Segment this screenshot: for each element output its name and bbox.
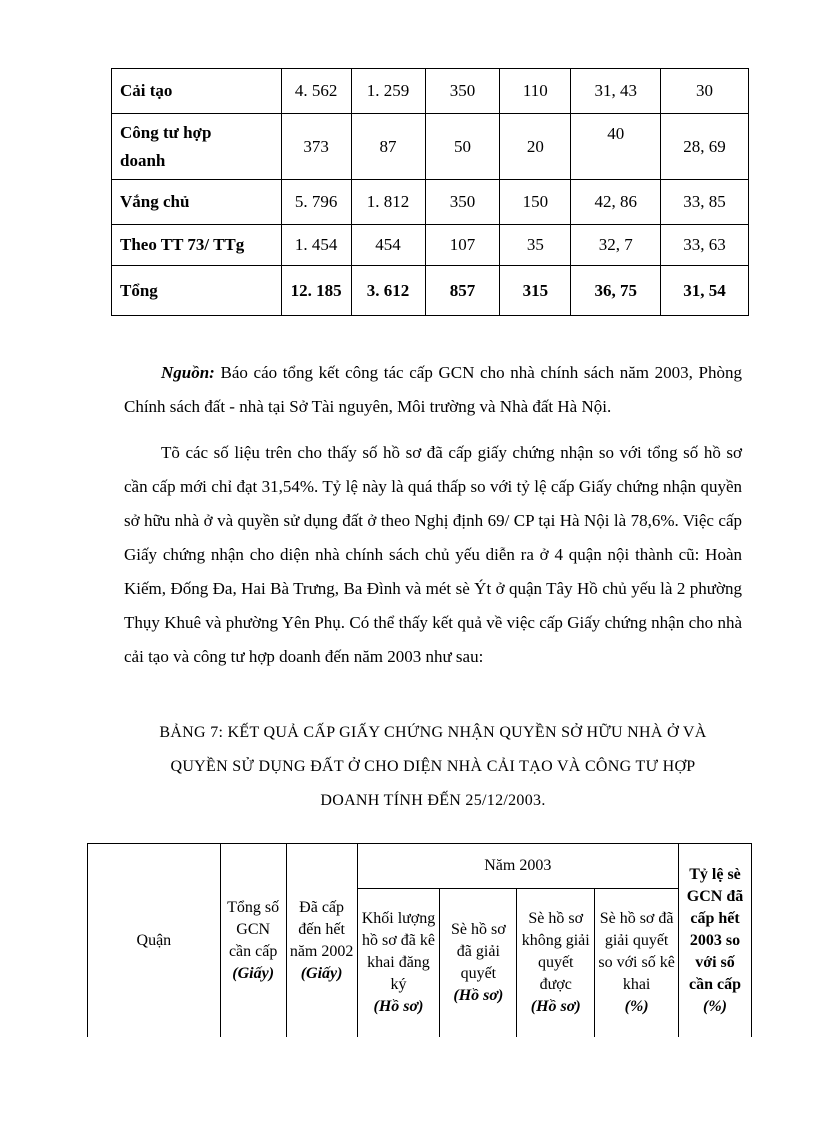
header-unit: (Hồ sơ) bbox=[530, 998, 581, 1015]
cell: 315 bbox=[500, 266, 571, 316]
header-text: Khối lượng hồ sơ đã kê khai đăng ký bbox=[361, 910, 436, 993]
cell: 1. 259 bbox=[351, 69, 425, 114]
row-label: Tổng bbox=[112, 266, 282, 316]
header-text: Sè hồ sơ đã giải quyết bbox=[451, 921, 506, 982]
table-caption bbox=[124, 716, 742, 818]
cell: 42, 86 bbox=[571, 180, 661, 225]
table-row bbox=[112, 225, 749, 266]
header-text: Tỷ lệ sè GCN đã cấp hết 2003 so với số cần cấp bbox=[686, 865, 744, 993]
cell: 40 bbox=[571, 114, 661, 180]
cell: 33, 63 bbox=[661, 225, 749, 266]
header-quan: Quận bbox=[88, 844, 221, 1038]
cell: 1. 812 bbox=[351, 180, 425, 225]
cell: 350 bbox=[425, 180, 500, 225]
subheader-khong bbox=[517, 889, 595, 1038]
row-label-line: Công tư hợp bbox=[120, 122, 212, 142]
subheader-giaiquyet bbox=[440, 889, 517, 1038]
cell: 373 bbox=[281, 114, 351, 180]
source-label: Nguồn: bbox=[161, 363, 215, 382]
cell: 31, 54 bbox=[661, 266, 749, 316]
caption-line: QUYỀN SỬ DỤNG ĐẤT Ở CHO DIỆN NHÀ CẢI TẠO VÀ CÔNG TƯ HỢP bbox=[170, 758, 696, 775]
header-unit: (Giấy) bbox=[300, 964, 343, 982]
header-text: Đã cấp đến hết năm 2002 bbox=[289, 898, 354, 960]
row-label: Cải tạo bbox=[112, 69, 282, 114]
cell: 28, 69 bbox=[661, 114, 749, 180]
body-text: Tõ các số liệu trên cho thấy số hồ sơ đã cấp giấy chứng nhận so với tổng số hồ sơ cần cấp mới chỉ đạt 31,54%. Tỷ lệ này là quá thấp so với tỷ lệ cấp Giấy chứng nhận quyền sở hữu nhà ở và quyền sử dụng đất ở theo Nghị định 69/ CP tại Hà Nội là 78,6%. Việc cấp Giấy chứng nhận cho diện nhà chính sách chủ yếu diễn ra ở 4 quận nội thành cũ: Hoàn Kiếm, Đống Đa, Hai Bà Trưng, Ba Đình và mét sè Ýt ở quận Tây Hồ chủ yếu là 2 phường Thụy Khuê và phường Yên Phụ. Có thể thấy kết quả về việc cấp Giấy chứng nhận cho nhà cải tạo và công tư hợp doanh đến năm 2003 như sau: bbox=[124, 443, 742, 666]
header-text: Sè hồ sơ không giải quyết được bbox=[521, 910, 590, 993]
cell: 31, 43 bbox=[571, 69, 661, 114]
subheader-khoi bbox=[357, 889, 440, 1038]
cell: 30 bbox=[661, 69, 749, 114]
row-label: Theo TT 73/ TTg bbox=[112, 225, 282, 266]
header-unit: (Hồ sơ) bbox=[373, 998, 424, 1015]
header-unit: (%) bbox=[703, 997, 727, 1015]
cell: 5. 796 bbox=[281, 180, 351, 225]
header-dacap bbox=[286, 844, 357, 1038]
cell: 350 bbox=[425, 69, 500, 114]
cell: 36, 75 bbox=[571, 266, 661, 316]
row-label: Vắng chủ bbox=[112, 180, 282, 225]
subheader-tyle bbox=[595, 889, 679, 1038]
body-paragraph bbox=[124, 436, 742, 674]
cell: 12. 185 bbox=[281, 266, 351, 316]
cell: 150 bbox=[500, 180, 571, 225]
header-text: Sè hồ sơ đã giải quyết so với số kê khai bbox=[598, 910, 675, 993]
header-text: Tổng số GCN cần cấp bbox=[227, 898, 280, 960]
header-unit: (Giấy) bbox=[232, 964, 275, 982]
cell: 3. 612 bbox=[351, 266, 425, 316]
cell: 454 bbox=[351, 225, 425, 266]
header-unit: (Hồ sơ) bbox=[453, 987, 504, 1004]
cell: 20 bbox=[500, 114, 571, 180]
cell: 4. 562 bbox=[281, 69, 351, 114]
header-unit: (%) bbox=[624, 998, 649, 1015]
cell: 35 bbox=[500, 225, 571, 266]
table-header-row bbox=[88, 844, 752, 889]
table-row bbox=[112, 69, 749, 114]
cell: 857 bbox=[425, 266, 500, 316]
cell: 107 bbox=[425, 225, 500, 266]
cell: 1. 454 bbox=[281, 225, 351, 266]
source-note bbox=[124, 356, 742, 424]
header-tong bbox=[220, 844, 286, 1038]
table-row bbox=[112, 180, 749, 225]
results-table bbox=[87, 843, 752, 1037]
table-row-total bbox=[112, 266, 749, 316]
cell: 32, 7 bbox=[571, 225, 661, 266]
cell: 50 bbox=[425, 114, 500, 180]
summary-table bbox=[111, 68, 749, 316]
header-year: Năm 2003 bbox=[357, 844, 678, 889]
row-label bbox=[112, 114, 282, 180]
table-row bbox=[112, 114, 749, 180]
cell: 110 bbox=[500, 69, 571, 114]
cell: 87 bbox=[351, 114, 425, 180]
cell: 33, 85 bbox=[661, 180, 749, 225]
caption-line: BẢNG 7: KẾT QUẢ CẤP GIẤY CHỨNG NHẬN QUYỀN SỞ HỮU NHÀ Ở VÀ bbox=[159, 724, 707, 741]
row-label-line: doanh bbox=[120, 150, 166, 170]
header-tyle-total bbox=[679, 844, 752, 1038]
caption-line: DOANH TÍNH ĐẾN 25/12/2003. bbox=[320, 792, 546, 809]
source-text: Báo cáo tổng kết công tác cấp GCN cho nhà chính sách năm 2003, Phòng Chính sách đất - nhà tại Sở Tài nguyên, Môi trường và Nhà đất Hà Nội. bbox=[124, 363, 742, 416]
